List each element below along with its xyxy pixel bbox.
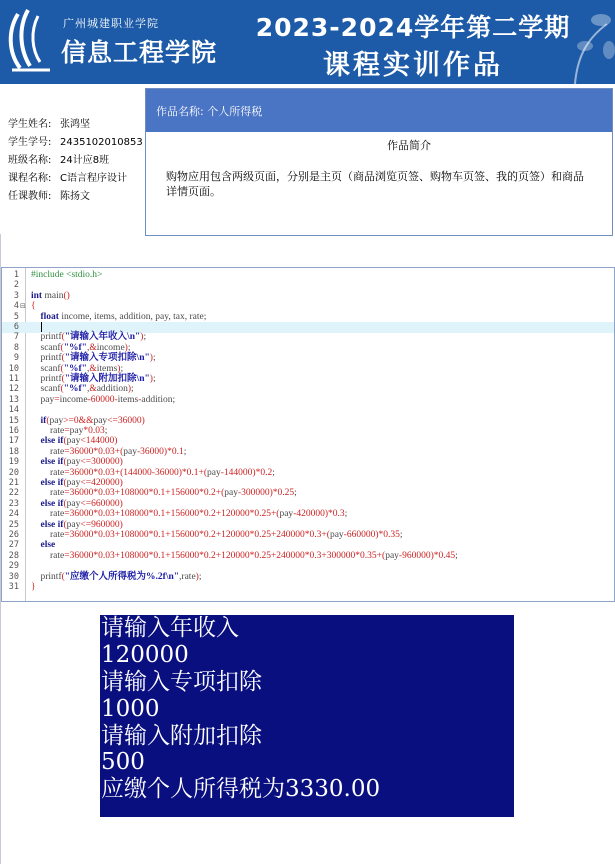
console-line: 120000: [101, 641, 189, 668]
text-cursor: [41, 322, 42, 332]
semester-title: 2023-2024学年第二学期: [255, 13, 571, 42]
info-value: 2435102010853: [60, 137, 143, 148]
line-number: 5: [13, 311, 19, 322]
code-text: rate=pay*0.03;: [31, 426, 108, 436]
code-line: [2, 468, 614, 479]
line-number: 30: [8, 571, 19, 582]
code-text: rate=36000*0.03+108000*0.1+156000*0.2+120000*0.25+240000*0.3+(pay-660000)*0.35;: [31, 530, 403, 540]
line-number: 7: [13, 332, 19, 343]
intro-body: 购物应用包含两级页面，分别是主页（商品浏览页签、购物车页签、我的页签）和商品详情页面。: [166, 170, 584, 198]
code-text: scanf("%f",&addition);: [31, 384, 134, 395]
college-logo-icon: [4, 6, 56, 78]
code-text: printf("应缴个人所得税为%.2f\n",rate);: [31, 571, 202, 582]
line-number: 3: [13, 290, 19, 301]
line-number: 18: [8, 446, 19, 457]
code-line: [2, 301, 614, 312]
info-label: 学生姓名:: [8, 119, 52, 130]
code-text: printf("请输入附加扣除\n");: [31, 374, 156, 384]
student-info: [8, 116, 143, 206]
code-line: [2, 561, 614, 572]
console-line: 1000: [101, 695, 160, 722]
line-number: 1: [13, 270, 19, 280]
info-value: 24计应8班: [60, 155, 110, 166]
line-number: 20: [8, 467, 19, 478]
code-line: [2, 405, 614, 416]
console-output: [100, 615, 514, 817]
code-line: [2, 364, 614, 375]
code-text: rate=36000*0.03+(pay-36000)*0.1;: [31, 446, 187, 457]
line-number: 6: [13, 322, 19, 332]
code-line: [2, 488, 614, 499]
line-number: 23: [8, 498, 19, 509]
line-number: 13: [8, 394, 19, 405]
header-banner: [0, 0, 615, 84]
code-line: [2, 520, 614, 531]
code-text: #include <stdio.h>: [31, 270, 103, 280]
code-text: {: [31, 301, 36, 312]
line-number: 16: [8, 426, 19, 436]
line-number: 27: [8, 540, 19, 551]
code-line: [2, 540, 614, 551]
student-id-row: [8, 134, 143, 152]
info-value: 张鸿坚: [60, 119, 90, 130]
code-line: [2, 312, 614, 323]
line-number: 9: [13, 353, 19, 364]
fold-toggle-icon[interactable]: ⊟: [20, 302, 26, 311]
department-name: 信息工程学院: [61, 38, 218, 67]
course-name-row: [8, 170, 143, 188]
line-number: 17: [8, 436, 19, 447]
info-label: 学生学号:: [8, 137, 52, 148]
intro-title: 作品简介: [387, 139, 431, 152]
line-number: 15: [8, 415, 19, 426]
code-text: int main(): [31, 290, 70, 301]
line-number: 4: [13, 301, 19, 312]
code-text: float income, items, addition, pay, tax, rate;: [40, 311, 207, 322]
code-line: [2, 291, 614, 302]
code-text: printf("请输入专项扣除\n");: [31, 353, 156, 364]
code-text: else: [40, 540, 56, 551]
student-name-row: [8, 116, 143, 134]
code-text: else if(pay<=660000): [40, 498, 123, 509]
work-summary-box: [145, 88, 613, 236]
console-line: 请输入年收入: [101, 615, 239, 641]
teacher-row: [8, 188, 143, 206]
code-line: [2, 332, 614, 343]
school-name-small: 广州城建职业学院: [63, 17, 159, 30]
code-line: [2, 551, 614, 562]
line-number: 26: [8, 530, 19, 540]
code-line: [2, 509, 614, 520]
code-text: printf("请输入年收入\n");: [31, 332, 147, 343]
line-number: 11: [8, 374, 19, 384]
line-number: 22: [8, 488, 19, 499]
code-editor: [1, 267, 615, 602]
code-text: else if(pay<=300000): [40, 457, 123, 468]
code-line: [2, 436, 614, 447]
code-text: rate=36000*0.03+108000*0.1+156000*0.2+(pay-300000)*0.25;: [31, 488, 297, 499]
line-number: 10: [8, 363, 19, 374]
info-label: 班级名称:: [8, 155, 52, 166]
code-line: [2, 572, 614, 583]
code-line: [2, 353, 614, 364]
code-text: scanf("%f",&income);: [31, 342, 131, 353]
code-text: rate=36000*0.03+(144000-36000)*0.1+(pay-144000)*0.2;: [31, 467, 275, 478]
code-text: if(pay>=0&&pay<=36000): [40, 415, 145, 426]
code-text: else if(pay<=960000): [40, 519, 123, 530]
console-line: 500: [101, 749, 145, 776]
line-number: 19: [8, 457, 19, 468]
code-text: }: [31, 582, 36, 592]
info-value: C语言程序设计: [60, 173, 127, 184]
console-line: 请输入附加扣除: [101, 722, 262, 749]
line-number: 2: [13, 280, 19, 291]
code-line: [2, 280, 614, 291]
code-line: [2, 384, 614, 395]
code-line: [2, 416, 614, 427]
line-number: 8: [13, 342, 19, 353]
code-text: rate=36000*0.03+108000*0.1+156000*0.2+120000*0.25+(pay-420000)*0.3;: [31, 509, 348, 520]
info-label: 任课教师:: [8, 191, 52, 202]
code-text: pay=income-60000-items-addition;: [31, 394, 176, 405]
code-line: [2, 270, 614, 281]
line-number: 31: [8, 582, 19, 592]
class-name-row: [8, 152, 143, 170]
work-name: 作品名称: 个人所得税: [146, 89, 612, 132]
code-line: [2, 530, 614, 541]
line-number: 14: [8, 405, 19, 416]
line-number: 24: [8, 509, 19, 520]
console-line: 应缴个人所得税为3330.00: [101, 776, 381, 803]
line-number: 21: [8, 478, 19, 488]
line-number: 12: [8, 384, 19, 395]
line-number: 28: [8, 550, 19, 561]
line-number: 25: [8, 519, 19, 530]
flower-decoration-icon: [555, 0, 615, 84]
code-line: [2, 457, 614, 468]
info-value: 陈扬文: [60, 191, 90, 202]
console-line: 请输入专项扣除: [101, 668, 262, 695]
line-number: 29: [8, 561, 19, 572]
code-text: rate=36000*0.03+108000*0.1+156000*0.2+120000*0.25+240000*0.3+300000*0.35+(pay-960000)*0.45;: [31, 550, 458, 561]
code-text: else if(pay<=420000): [40, 478, 123, 488]
code-text: scanf("%f",&items);: [31, 363, 124, 374]
code-line: [2, 395, 614, 406]
info-label: 课程名称:: [8, 173, 52, 184]
code-text: else if(pay<144000): [40, 436, 118, 447]
project-title: 课程实训作品: [323, 50, 503, 81]
code-line: [2, 582, 614, 593]
